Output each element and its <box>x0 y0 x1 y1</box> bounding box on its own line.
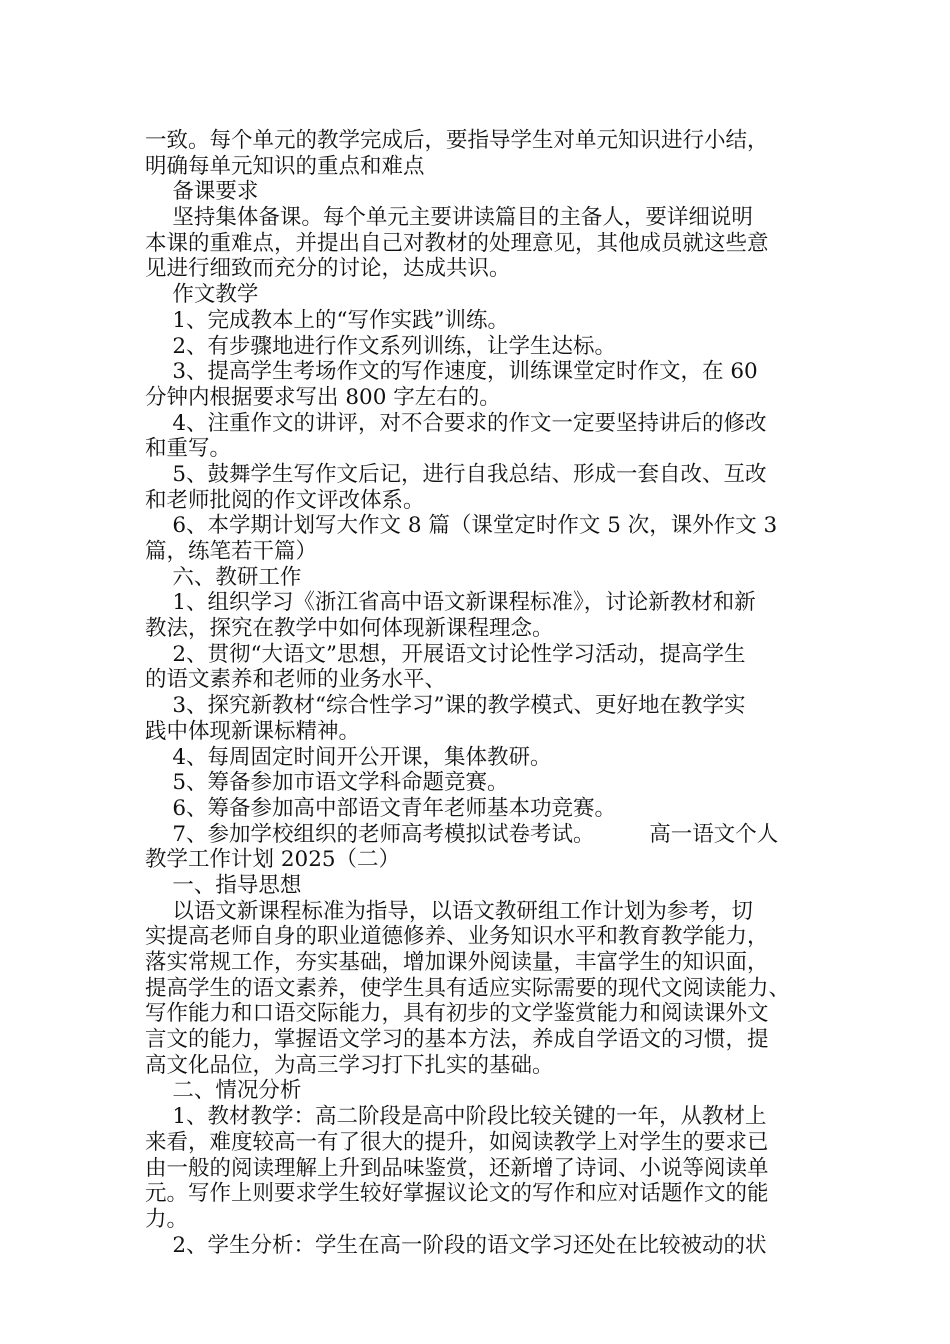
document-line: 提高学生的语文素养，使学生具有适应实际需要的现代文阅读能力、 <box>145 975 791 1001</box>
document-line: 6、筹备参加高中部语文青年老师基本功竞赛。 <box>145 795 617 821</box>
document-line: 明确每单元知识的重点和难点 <box>145 153 425 179</box>
document-line: 作文教学 <box>145 282 259 308</box>
document-line: 六、教研工作 <box>145 564 302 590</box>
document-line: 一致。每个单元的教学完成后，要指导学生对单元知识进行小结， <box>145 128 769 153</box>
document-line: 以语文新课程标准为指导，以语文教研组工作计划为参考，切 <box>145 898 753 924</box>
document-line: 和重写。 <box>145 436 232 462</box>
document-line: 2、有步骤地进行作文系列训练，让学生达标。 <box>145 333 617 359</box>
document-line: 教法，探究在教学中如何体现新课程理念。 <box>145 616 554 642</box>
document-line: 7、参加学校组织的老师高考模拟试卷考试。 高一语文个人 <box>145 821 779 847</box>
document-line: 写作能力和口语交际能力，具有初步的文学鉴赏能力和阅读课外文 <box>145 1001 769 1027</box>
document-line: 1、组织学习《浙江省高中语文新课程标准》，讨论新教材和新 <box>145 590 756 616</box>
document-body <box>145 128 810 1258</box>
document-line: 1、教材教学：高二阶段是高中阶段比较关键的一年，从教材上 <box>145 1104 767 1130</box>
document-line: 1、完成教本上的“写作实践”训练。 <box>145 307 510 333</box>
document-line: 4、注重作文的讲评，对不合要求的作文一定要坚持讲后的修改 <box>145 410 767 436</box>
document-line: 本课的重难点，并提出自己对教材的处理意见，其他成员就这些意 <box>145 230 769 256</box>
document-line: 3、探究新教材“综合性学习”课的教学模式、更好地在教学实 <box>145 693 746 719</box>
document-line: 2、贯彻“大语文”思想，开展语文讨论性学习活动，提高学生 <box>145 641 746 667</box>
document-line: 言文的能力，掌握语文学习的基本方法，养成自学语文的习惯，提 <box>145 1027 769 1053</box>
document-line: 5、鼓舞学生写作文后记，进行自我总结、形成一套自改、互改 <box>145 461 767 487</box>
document-line: 分钟内根据要求写出 800 字左右的。 <box>145 384 501 410</box>
document-line: 高文化品位，为高三学习打下扎实的基础。 <box>145 1052 554 1078</box>
document-line: 见进行细致而充分的讨论，达成共识。 <box>145 256 511 282</box>
document-line: 实提高老师自身的职业道德修养、业务知识水平和教育教学能力， <box>145 924 769 950</box>
document-line: 4、每周固定时间开公开课，集体教研。 <box>145 744 552 770</box>
document-line: 备课要求 <box>145 179 259 205</box>
document-line: 篇，练笔若干篇） <box>145 539 318 564</box>
document-line: 力。 <box>145 1206 189 1232</box>
document-line: 2、学生分析：学生在高一阶段的语文学习还处在比较被动的状 <box>145 1232 767 1258</box>
document-line: 由一般的阅读理解上升到品味鉴赏，还新增了诗词、小说等阅读单 <box>145 1155 769 1181</box>
document-line: 元。写作上则要求学生较好掌握议论文的写作和应对话题作文的能 <box>145 1181 769 1207</box>
document-line: 一、指导思想 <box>145 872 302 898</box>
document-line: 的语文素养和老师的业务水平、 <box>145 667 447 693</box>
document-line: 落实常规工作，夯实基础，增加课外阅读量，丰富学生的知识面， <box>145 950 769 975</box>
document-line: 坚持集体备课。每个单元主要讲读篇目的主备人，要详细说明 <box>145 205 753 231</box>
document-line: 3、提高学生考场作文的写作速度，训练课堂定时作文，在 60 <box>145 359 758 385</box>
document-line: 来看，难度较高一有了很大的提升，如阅读教学上对学生的要求已 <box>145 1129 769 1155</box>
document-line: 5、筹备参加市语文学科命题竞赛。 <box>145 770 509 796</box>
document-line: 教学工作计划 2025（二） <box>145 847 401 873</box>
document-line: 践中体现新课标精神。 <box>145 718 361 744</box>
document-line: 二、情况分析 <box>145 1078 302 1104</box>
document-line: 和老师批阅的作文评改体系。 <box>145 487 425 513</box>
document-line: 6、本学期计划写大作文 8 篇（课堂定时作文 5 次，课外作文 3 <box>145 513 778 539</box>
